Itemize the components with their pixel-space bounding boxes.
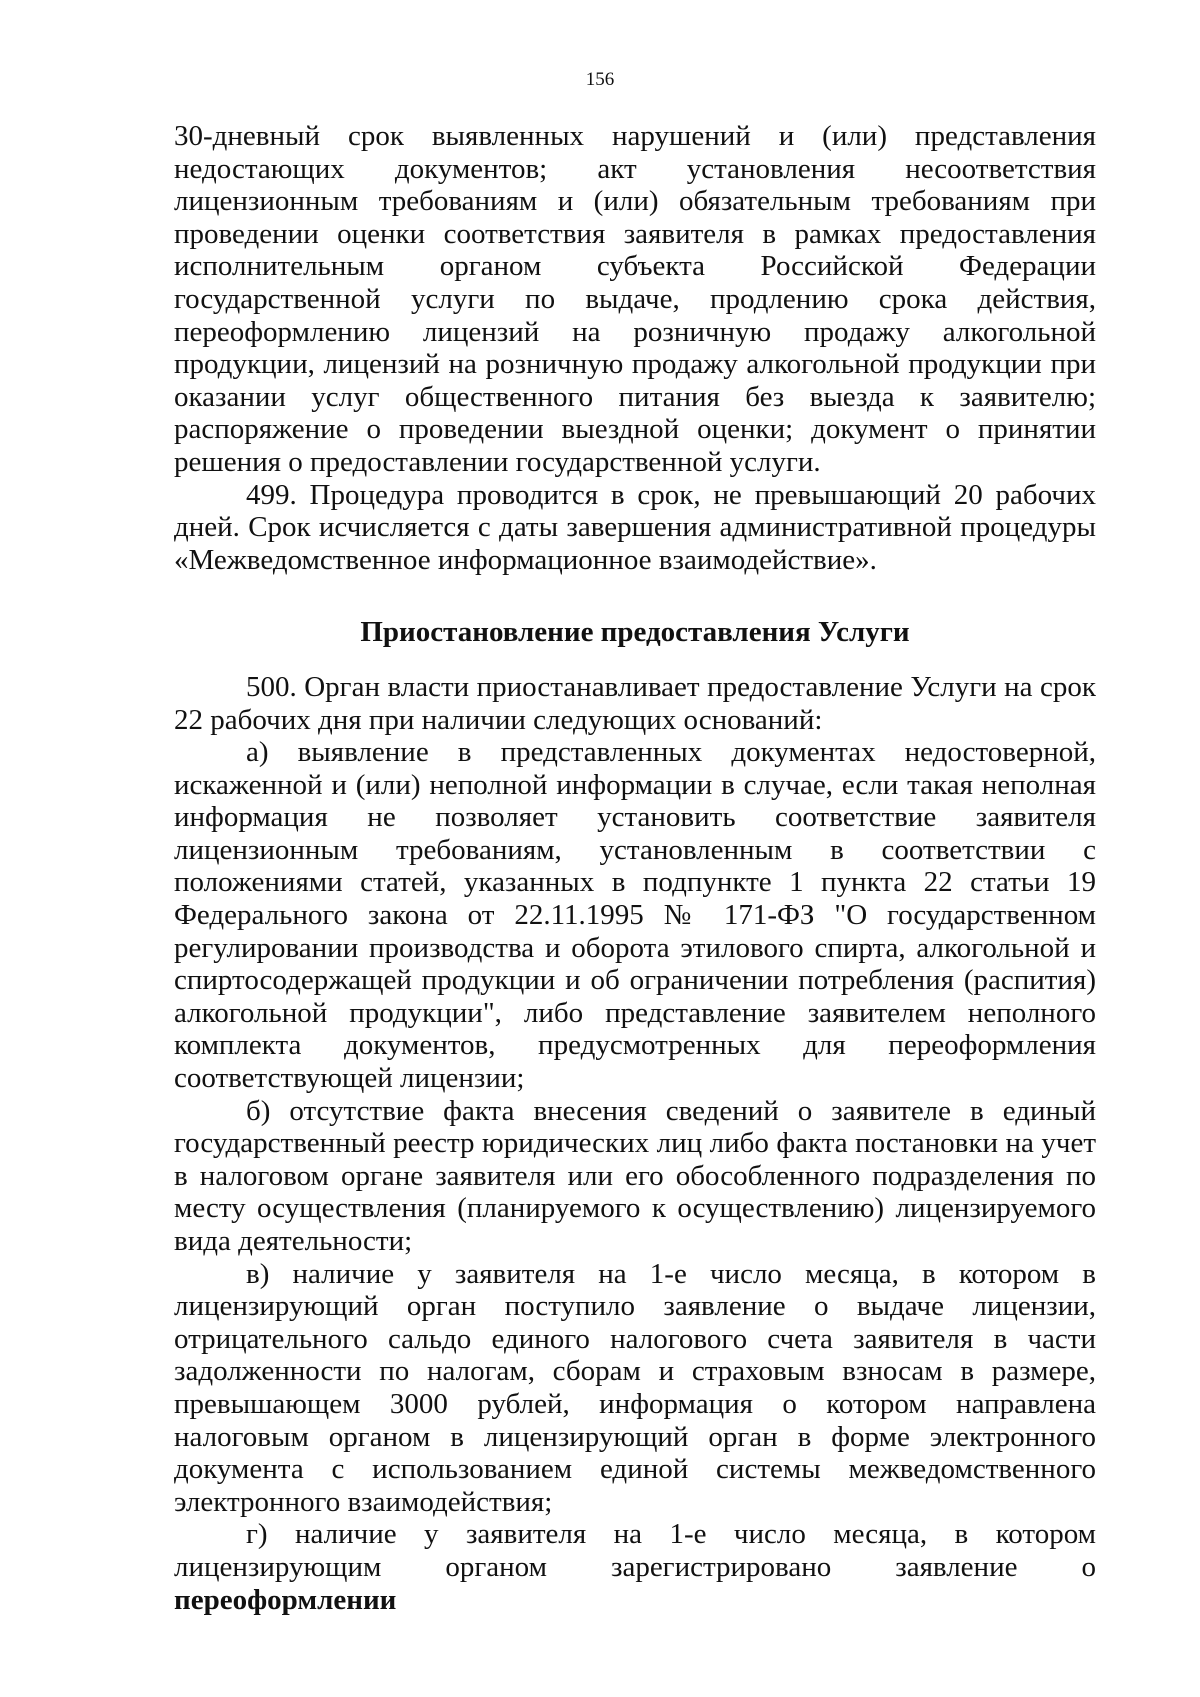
section-heading: Приостановление предоставления Услуги (360, 616, 910, 649)
document-body (174, 120, 1096, 1616)
list-item-b: б) отсутствие факта внесения сведений о заявителе в единый государственный реестр юридических лиц либо факта постановки на учет в налоговом органе заявителя или его обособленного подразделения по месту осуществления (планируемого к осуществлению) лицензируемого вида деятельности; (174, 1094, 1096, 1257)
list-item-v: в) наличие у заявителя на 1-е число месяца, в котором в лицензирующий орган поступило заявление о выдаче лицензии, отрицательного сальдо единого налогового счета заявителя в части задолженности по налогам, сборам и страховым взносам в размере, превышающем 3000 рублей, информация о котором направлена налоговым органом в лицензирующий орган в форме электронного документа с использованием единой системы межведомственного электронного взаимодействия; (174, 1257, 1096, 1518)
list-item-g-bold-term: переоформлении (174, 1583, 397, 1616)
list-item-g (174, 1518, 1096, 1616)
paragraph-500: 500. Орган власти приостанавливает предоставление Услуги на срок 22 рабочих дня при наличии следующих оснований: (174, 670, 1096, 736)
page-number: 156 (585, 69, 615, 90)
list-item-a: а) выявление в представленных документах недостоверной, искаженной и (или) неполной информации в случае, если такая неполная информация не позволяет установить соответствие заявителя лицензионным требованиям, установленным в соответствии с положениями статей, указанных в подпункте 1 пункта 22 статьи 19 Федерального закона от 22.11.1995 № 171-ФЗ "О государственном регулировании производства и оборота этилового спирта, алкогольной и спиртосодержащей продукции и об ограничении потребления (распития) алкогольной продукции", либо представление заявителем неполного комплекта документов, предусмотренных для переоформления соответствующей лицензии; (174, 736, 1096, 1095)
paragraph-continuation: 30-дневный срок выявленных нарушений и (или) представления недостающих документов; акт установления несоответствия лицензионным требованиям и (или) обязательным требованиям при проведении оценки соответствия заявителя в рамках предоставления исполнительным органом субъекта Российской Федерации государственной услуги по выдаче, продлению срока действия, переоформлению лицензий на розничную продажу алкогольной продукции, лицензий на розничную продажу алкогольной продукции при оказании услуг общественного питания без выезда к заявителю; распоряжение о проведении выездной оценки; документ о принятии решения о предоставлении государственной услуги. (174, 120, 1096, 478)
list-item-g-text: г) наличие у заявителя на 1-е число месяца, в котором лицензирующим органом зарегистрировано заявление о (174, 1518, 1096, 1583)
paragraph-499: 499. Процедура проводится в срок, не превышающий 20 рабочих дней. Срок исчисляется с даты завершения административной процедуры «Межведомственное информационное взаимодействие». (174, 478, 1096, 576)
